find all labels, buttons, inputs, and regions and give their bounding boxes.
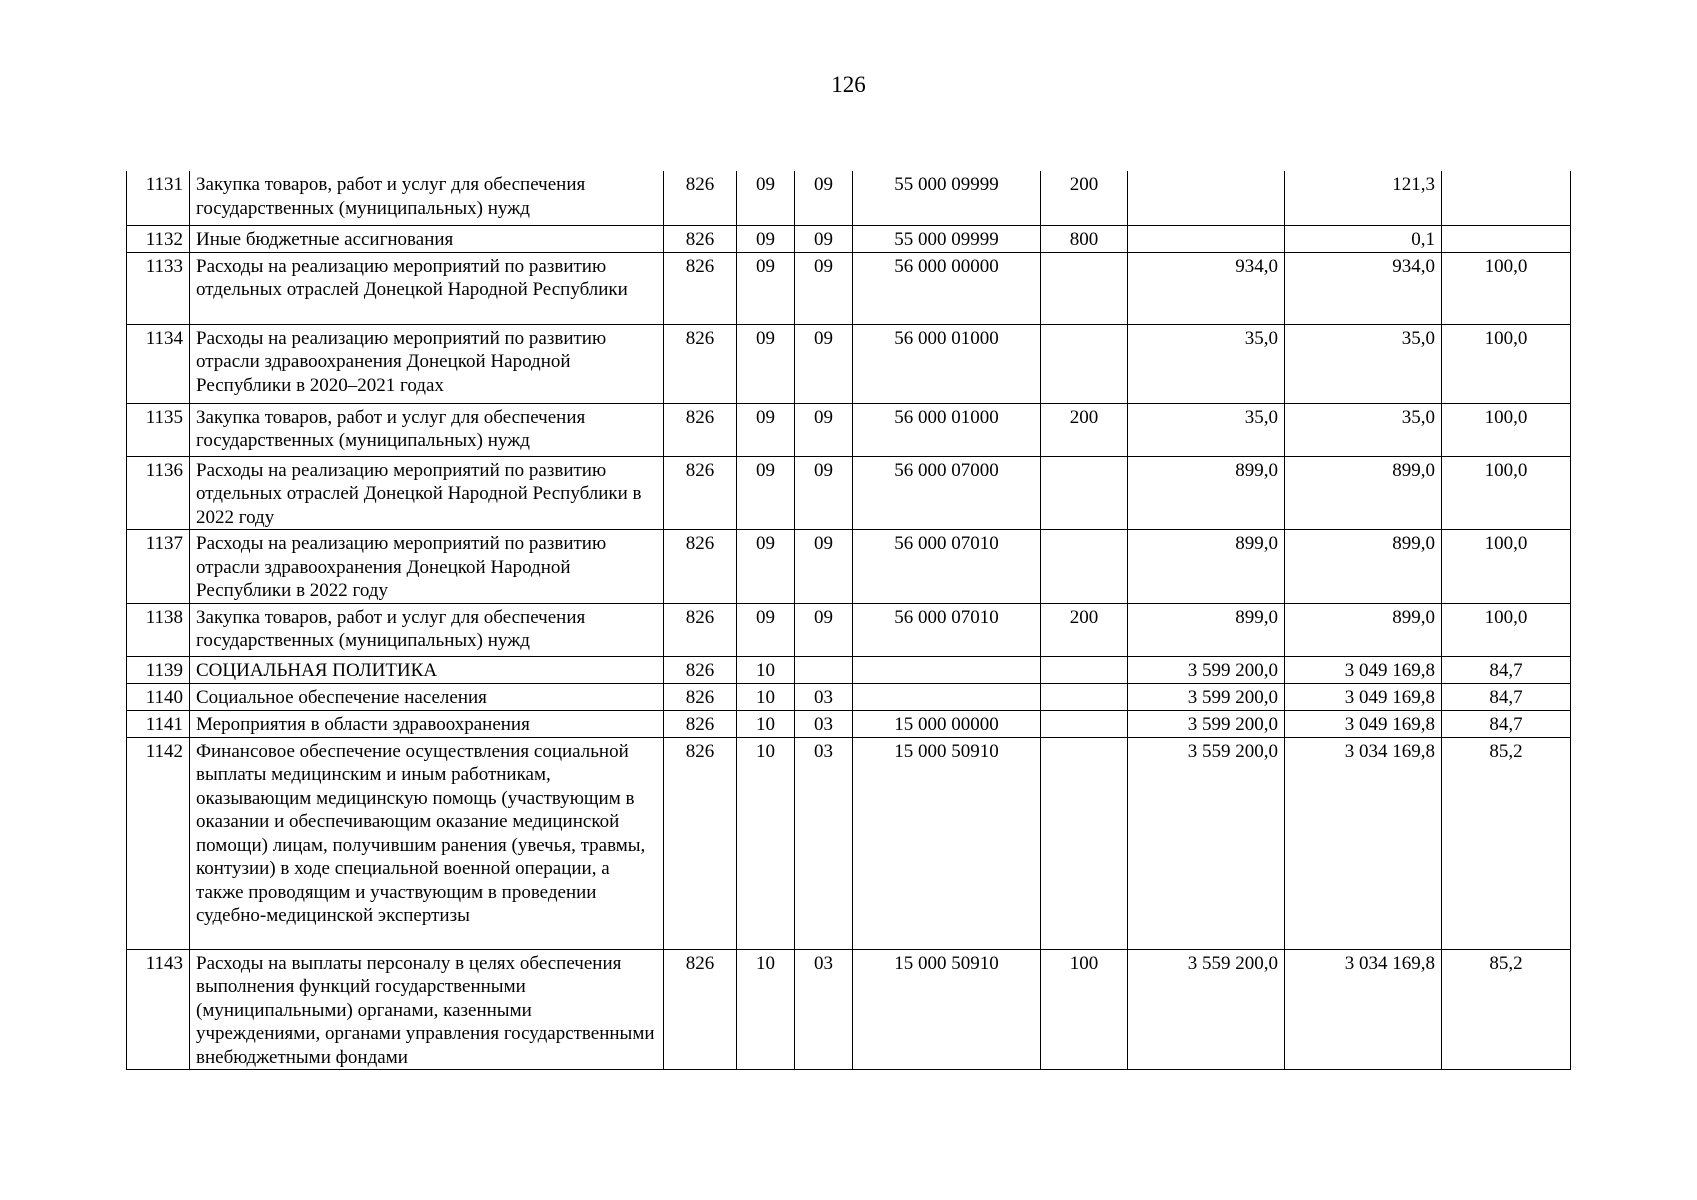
row-pct: 100,0 <box>1442 456 1571 530</box>
row-rz: 10 <box>737 656 795 683</box>
row-csr: 15 000 00000 <box>853 710 1041 737</box>
row-fact: 899,0 <box>1285 456 1442 530</box>
row-csr: 15 000 50910 <box>853 737 1041 949</box>
row-pr: 09 <box>795 324 853 403</box>
row-ved: 826 <box>664 225 737 252</box>
row-csr: 56 000 07010 <box>853 603 1041 656</box>
row-rz: 10 <box>737 949 795 1070</box>
page-number: 126 <box>831 72 866 97</box>
row-rz: 09 <box>737 252 795 324</box>
row-csr: 56 000 01000 <box>853 403 1041 456</box>
row-pr: 09 <box>795 171 853 225</box>
row-ved: 826 <box>664 403 737 456</box>
row-pct <box>1442 225 1571 252</box>
row-vr <box>1041 252 1128 324</box>
row-pct: 84,7 <box>1442 683 1571 710</box>
row-name: Закупка товаров, работ и услуг для обеспечения государственных (муниципальных) нужд <box>190 603 664 656</box>
row-rz: 09 <box>737 171 795 225</box>
row-vr <box>1041 456 1128 530</box>
row-pct: 84,7 <box>1442 710 1571 737</box>
table-row <box>127 252 1571 324</box>
row-ved: 826 <box>664 656 737 683</box>
row-number: 1143 <box>127 949 190 1070</box>
row-name: Расходы на реализацию мероприятий по развитию отдельных отраслей Донецкой Народной Республики в 2022 году <box>190 456 664 530</box>
row-pr <box>795 656 853 683</box>
table-row <box>127 225 1571 252</box>
row-rz: 09 <box>737 403 795 456</box>
row-number: 1138 <box>127 603 190 656</box>
row-pr: 09 <box>795 225 853 252</box>
row-ved: 826 <box>664 683 737 710</box>
row-name: СОЦИАЛЬНАЯ ПОЛИТИКА <box>190 656 664 683</box>
row-pr: 09 <box>795 456 853 530</box>
row-fact: 899,0 <box>1285 603 1442 656</box>
row-csr: 56 000 01000 <box>853 324 1041 403</box>
row-csr <box>853 683 1041 710</box>
row-fact: 3 034 169,8 <box>1285 737 1442 949</box>
row-fact: 35,0 <box>1285 403 1442 456</box>
row-ved: 826 <box>664 530 737 604</box>
row-name: Закупка товаров, работ и услуг для обеспечения государственных (муниципальных) нужд <box>190 403 664 456</box>
row-vr <box>1041 737 1128 949</box>
row-fact: 121,3 <box>1285 171 1442 225</box>
row-ved: 826 <box>664 252 737 324</box>
row-pct: 100,0 <box>1442 403 1571 456</box>
row-number: 1131 <box>127 171 190 225</box>
row-fact: 3 034 169,8 <box>1285 949 1442 1070</box>
table-row <box>127 949 1571 1070</box>
row-vr <box>1041 656 1128 683</box>
row-plan: 934,0 <box>1128 252 1285 324</box>
row-plan: 35,0 <box>1128 403 1285 456</box>
row-vr: 200 <box>1041 603 1128 656</box>
row-rz: 09 <box>737 530 795 604</box>
row-ved: 826 <box>664 603 737 656</box>
row-vr <box>1041 683 1128 710</box>
row-fact: 3 049 169,8 <box>1285 710 1442 737</box>
row-plan: 3 599 200,0 <box>1128 656 1285 683</box>
row-plan: 899,0 <box>1128 603 1285 656</box>
table-row <box>127 603 1571 656</box>
table-row <box>127 656 1571 683</box>
row-plan: 899,0 <box>1128 530 1285 604</box>
row-rz: 10 <box>737 710 795 737</box>
row-plan: 3 559 200,0 <box>1128 737 1285 949</box>
row-plan: 899,0 <box>1128 456 1285 530</box>
row-csr <box>853 656 1041 683</box>
row-ved: 826 <box>664 710 737 737</box>
row-csr: 56 000 00000 <box>853 252 1041 324</box>
row-ved: 826 <box>664 171 737 225</box>
row-csr: 56 000 07000 <box>853 456 1041 530</box>
row-pr: 03 <box>795 683 853 710</box>
row-fact: 934,0 <box>1285 252 1442 324</box>
table-row <box>127 710 1571 737</box>
row-name: Мероприятия в области здравоохранения <box>190 710 664 737</box>
row-rz: 09 <box>737 324 795 403</box>
row-pct: 100,0 <box>1442 252 1571 324</box>
row-csr: 15 000 50910 <box>853 949 1041 1070</box>
row-ved: 826 <box>664 324 737 403</box>
row-number: 1137 <box>127 530 190 604</box>
row-name: Расходы на реализацию мероприятий по развитию отдельных отраслей Донецкой Народной Республики <box>190 252 664 324</box>
row-number: 1142 <box>127 737 190 949</box>
row-pr: 09 <box>795 603 853 656</box>
row-number: 1135 <box>127 403 190 456</box>
row-pct: 100,0 <box>1442 530 1571 604</box>
row-pr: 09 <box>795 530 853 604</box>
row-name: Иные бюджетные ассигнования <box>190 225 664 252</box>
row-pct: 85,2 <box>1442 949 1571 1070</box>
row-pr: 03 <box>795 710 853 737</box>
row-pct: 100,0 <box>1442 324 1571 403</box>
row-name: Расходы на реализацию мероприятий по развитию отрасли здравоохранения Донецкой Народной Республики в 2022 году <box>190 530 664 604</box>
row-vr: 200 <box>1041 171 1128 225</box>
row-csr: 56 000 07010 <box>853 530 1041 604</box>
row-vr <box>1041 710 1128 737</box>
row-vr <box>1041 530 1128 604</box>
row-pct: 84,7 <box>1442 656 1571 683</box>
budget-table <box>126 171 1571 1070</box>
table-row <box>127 324 1571 403</box>
row-csr: 55 000 09999 <box>853 225 1041 252</box>
row-vr <box>1041 324 1128 403</box>
row-number: 1132 <box>127 225 190 252</box>
row-vr: 800 <box>1041 225 1128 252</box>
row-ved: 826 <box>664 456 737 530</box>
row-pr: 03 <box>795 737 853 949</box>
row-rz: 09 <box>737 456 795 530</box>
row-vr: 100 <box>1041 949 1128 1070</box>
row-number: 1139 <box>127 656 190 683</box>
row-rz: 09 <box>737 225 795 252</box>
row-pct <box>1442 171 1571 225</box>
row-fact: 0,1 <box>1285 225 1442 252</box>
row-plan: 3 599 200,0 <box>1128 710 1285 737</box>
row-number: 1134 <box>127 324 190 403</box>
table-row <box>127 456 1571 530</box>
table-row <box>127 403 1571 456</box>
row-fact: 3 049 169,8 <box>1285 656 1442 683</box>
row-name: Финансовое обеспечение осуществления социальной выплаты медицинским и иным работникам, оказывающим медицинскую помощь (участвующим в оказании и обеспечивающим оказание медицинской помощи) лицам, получившим ранения (увечья, травмы, контузии) в ходе специальной военной операции, а также проводящим и участвующим в проведении судебно-медицинской экспертизы <box>190 737 664 949</box>
row-plan <box>1128 225 1285 252</box>
row-pct: 85,2 <box>1442 737 1571 949</box>
row-fact: 3 049 169,8 <box>1285 683 1442 710</box>
row-rz: 10 <box>737 683 795 710</box>
row-plan: 3 559 200,0 <box>1128 949 1285 1070</box>
table-row <box>127 530 1571 604</box>
row-fact: 899,0 <box>1285 530 1442 604</box>
row-pct: 100,0 <box>1442 603 1571 656</box>
row-name: Расходы на выплаты персоналу в целях обеспечения выполнения функций государственными (муниципальными) органами, казенными учреждениями, органами управления государственными внебюджетными фондами <box>190 949 664 1070</box>
row-plan: 3 599 200,0 <box>1128 683 1285 710</box>
row-rz: 09 <box>737 603 795 656</box>
table-row <box>127 683 1571 710</box>
row-name: Социальное обеспечение населения <box>190 683 664 710</box>
row-number: 1133 <box>127 252 190 324</box>
row-pr: 03 <box>795 949 853 1070</box>
row-pr: 09 <box>795 252 853 324</box>
row-vr: 200 <box>1041 403 1128 456</box>
row-name: Закупка товаров, работ и услуг для обеспечения государственных (муниципальных) нужд <box>190 171 664 225</box>
table-row <box>127 737 1571 949</box>
table-row <box>127 171 1571 225</box>
row-ved: 826 <box>664 949 737 1070</box>
row-number: 1140 <box>127 683 190 710</box>
row-pr: 09 <box>795 403 853 456</box>
row-plan: 35,0 <box>1128 324 1285 403</box>
row-fact: 35,0 <box>1285 324 1442 403</box>
row-number: 1141 <box>127 710 190 737</box>
row-number: 1136 <box>127 456 190 530</box>
row-plan <box>1128 171 1285 225</box>
row-csr: 55 000 09999 <box>853 171 1041 225</box>
row-ved: 826 <box>664 737 737 949</box>
row-name: Расходы на реализацию мероприятий по развитию отрасли здравоохранения Донецкой Народной Республики в 2020–2021 годах <box>190 324 664 403</box>
row-rz: 10 <box>737 737 795 949</box>
